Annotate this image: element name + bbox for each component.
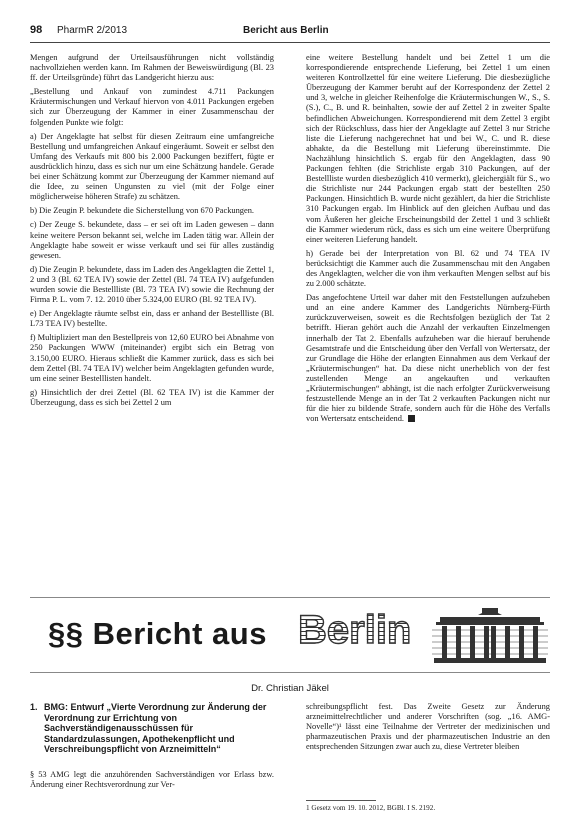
paragraph: „Bestellung und Ankauf von zumindest 4.711 Packungen Kräutermischungen und Verkauf hiervon von 4.011 Packungen ergeben sich zur Überzeugung der Kammer in einer Zusammenschau der folgenden Punkte wie folgt: [30, 87, 274, 127]
section-body-right: schreibungspflicht fest. Das Zweite Gesetz zur Änderung arzneimittelrechtlicher und anderer Vorschriften (sog. „16. AMG-Novelle“)¹ lässt eine Teilnahme der Vertreter der medizinischen und pharmazeutischen Praxis und der pharmazeutischen Industrie an den entsprechenden Sitzungen zwar auch zu, diese Vertreter bleiben [306, 702, 550, 752]
right-text-column [306, 53, 550, 428]
paragraph-text: Das angefochtene Urteil war daher mit den Feststellungen aufzuheben und an eine andere Kammer des Landgerichts Nürnberg-Fürth zurückzuverweisen, soweit es die Rechtsfolgen bezüglich der Tat 2 betrifft. Hieran gehört auch die Anzahl der verkauften Einzelmengen innerhalb der Tat 2. Ebenfalls aufzuheben war die hierauf beruhende Gesamtstrafe und die Entscheidung über den Verfall von Wertersatz, der zur Grundlage die Höhe der erlangten Einnahmen aus dem Verkauf der „Kräutermischungen“ hat. Da diese nicht unerheblich von der fest zustellenden Menge an angekauften und verkauften „Kräutermischungen“ abhängt, ist die nach erfolgter Zurückverweisung festzustellende Menge an in der Tat 2 verkauften Packungen nicht nur für die hier zu bildende Strafe, sondern auch für die Höhe des Verfalls von Wertersatz entscheidend. [306, 293, 550, 424]
paragraph: a) Der Angeklagte hat selbst für diesen Zeitraum eine umfangreiche Bestellung und umfangreichen Ankauf eingeräumt. Soweit er selbst den Umfang des Verkaufs mit 800 bis 2.000 Packungen beziffert, fügte er ausdrücklich hinzu, dass es sich nur um eine Schätzung handele. Gerade bei einer Schätzung kommt zur Überzeugung der Kammer niemand auf die Idee, zu seinen Ungunsten zu viel (mit der Folge einer möglicherweise höheren Strafe) zu schätzen. [30, 131, 274, 202]
left-text-column [30, 53, 274, 412]
running-title: Bericht aus Berlin [243, 25, 329, 36]
paragraph: g) Hinsichtlich der drei Zettel (Bl. 62 TEA IV) ist die Kammer der Überzeugung, dass es sich bei Zettel 2 um [30, 387, 274, 407]
section-heading-text: BMG: Entwurf „Vierte Verordnung zur Änderung der Verordnung zur Errichtung von Sachverständigenausschüssen für Standardzulassungen, Apothekenpflicht und Verschreibungspflicht von Arzneimitteln“ [44, 702, 267, 754]
paragraph: c) Der Zeuge S. bekundete, dass – er sei oft im Laden gewesen – dann keine weitere Person bekannt sei, welche im Laden tätig war. Allein der Angeklagte habe soweit er wisse verkauft und sei für alles zuständig gewesen. [30, 220, 274, 260]
page-number: 98 [30, 24, 43, 36]
paragraph: b) Die Zeugin P. bekundete die Sicherstellung von 670 Packungen. [30, 206, 254, 216]
journal-reference: PharmR 2/2013 [57, 25, 128, 36]
end-mark-icon [408, 415, 415, 422]
paragraph: f) Multipliziert man den Bestellpreis von 12,60 EURO bei Abnahme von 250 Packungen WWW (miteinander) ergibt sich ein Betrag von 3.150,00 EURO. Hieraus schließt die Kammer zurück, dass es sich bei dem Zettel (Bl. 74 TEA IV) welcher beim Angeklagten gefunden wurde, um eine seiner Bestelllisten handelt. [30, 333, 274, 383]
section-number: 1. [30, 702, 38, 712]
banner-title: §§ Bericht aus [48, 616, 267, 651]
paragraph: e) Der Angeklagte räumte selbst ein, dass er anhand der Bestellliste (Bl. L73 TEA IV) bestellte. [30, 309, 274, 329]
footnote-divider [306, 800, 376, 801]
paragraph: h) Gerade bei der Interpretation von Bl. 62 und 74 TEA IV berücksichtigt die Kammer auch die Zusammenschau mit den Angaben des Angeklagten, welcher die von ihm verkauften Mengen selbst auf bis zu 2.000 schätzte. [306, 248, 550, 289]
paragraph [306, 293, 550, 424]
section-body-left: § 53 AMG legt die anzuhörenden Sachverständigen vor Erlass bzw. Änderung einer Rechtsverordnung zur Ver- [30, 770, 274, 790]
paragraph: d) Die Zeugin P. bekundete, dass im Laden des Angeklagten die Zettel 1, 2 und 3 (Bl. 62 TEA IV) sowie der Zettel (Bl. 74 TEA IV) aufgefunden wurden sowie die Bestellliste (Bl. 73 TEA IV) sowie die Rechnung der Firma P. L. vom 7. 12. 2010 über 5.324,00 EURO (Bl. 92 TEA IV). [30, 264, 274, 305]
banner-city-text: Berlin [298, 608, 412, 652]
section-banner [30, 597, 550, 673]
section-heading [30, 702, 274, 755]
footnote: 1 Gesetz vom 19. 10. 2012, BGBl. I S. 2192. [306, 804, 436, 812]
paragraph: eine weitere Bestellung handelt und bei Zettel 1 um die korrespondierende entsprechende Lieferung, bei Zettel 1 um einen weiteren Kontrollzettel für eine weitere Lieferung. Die diesbezügliche Überzeugung der Kammer beruht auf der Korrespondenz der Zettel 2 und 3, welche in gleicher Reihenfolge die Kräutermischungen W., S., S. (S.), C., B. und R. beinhalten, sowie der auf Zettel 2 in zweiter Spalte befindlichen Abweichungen. Korrespondierend mit dem Zettel 3 ergibt sich der Rückschluss, dass hier der Angeklagte auf Zettel 3 nur Striche liste die Lieferung nachgerechnet hat und bei W., C. und R. diese abhakte, da die Bestellung mit Lieferung übereinstimmte. Die Nachzählung hinsichtlich S. ergab für den Angeklagten, dass 90 Packungen fehlten (die Strichliste ergab 310 Packungen, auf der Bestellliste wurden diesbezüglich 410 vermerkt), gleichergiält für S., wo die Strichliste nur 244 Packungen ergab statt der bestellten 250 Packungen. Hinsichtlich B. wurde nicht gezählert, da hier die Strichliste 310 Packungen ergab. Im Hinblick auf den gleichen Aufbau und das vom Äußeren her gleiche Erscheinungsbild der Zettel 1 und 3 schließt die Kammer wiederum rück, dass es sich um eine weitere Überprüfung einer weiteren Lieferung handelt. [306, 53, 550, 244]
paragraph: Mengen aufgrund der Urteilsausführungen nicht vollständig nachvollziehen werden kann. Im Rahmen der Beweiswürdigung (Bl. 23 ff. der Urteilsgründe) führt das Landgericht hierzu aus: [30, 53, 274, 83]
banner-city [298, 608, 411, 653]
brandenburg-gate-icon [432, 606, 548, 666]
header-divider [30, 42, 550, 43]
author-name: Dr. Christian Jäkel [251, 683, 329, 694]
